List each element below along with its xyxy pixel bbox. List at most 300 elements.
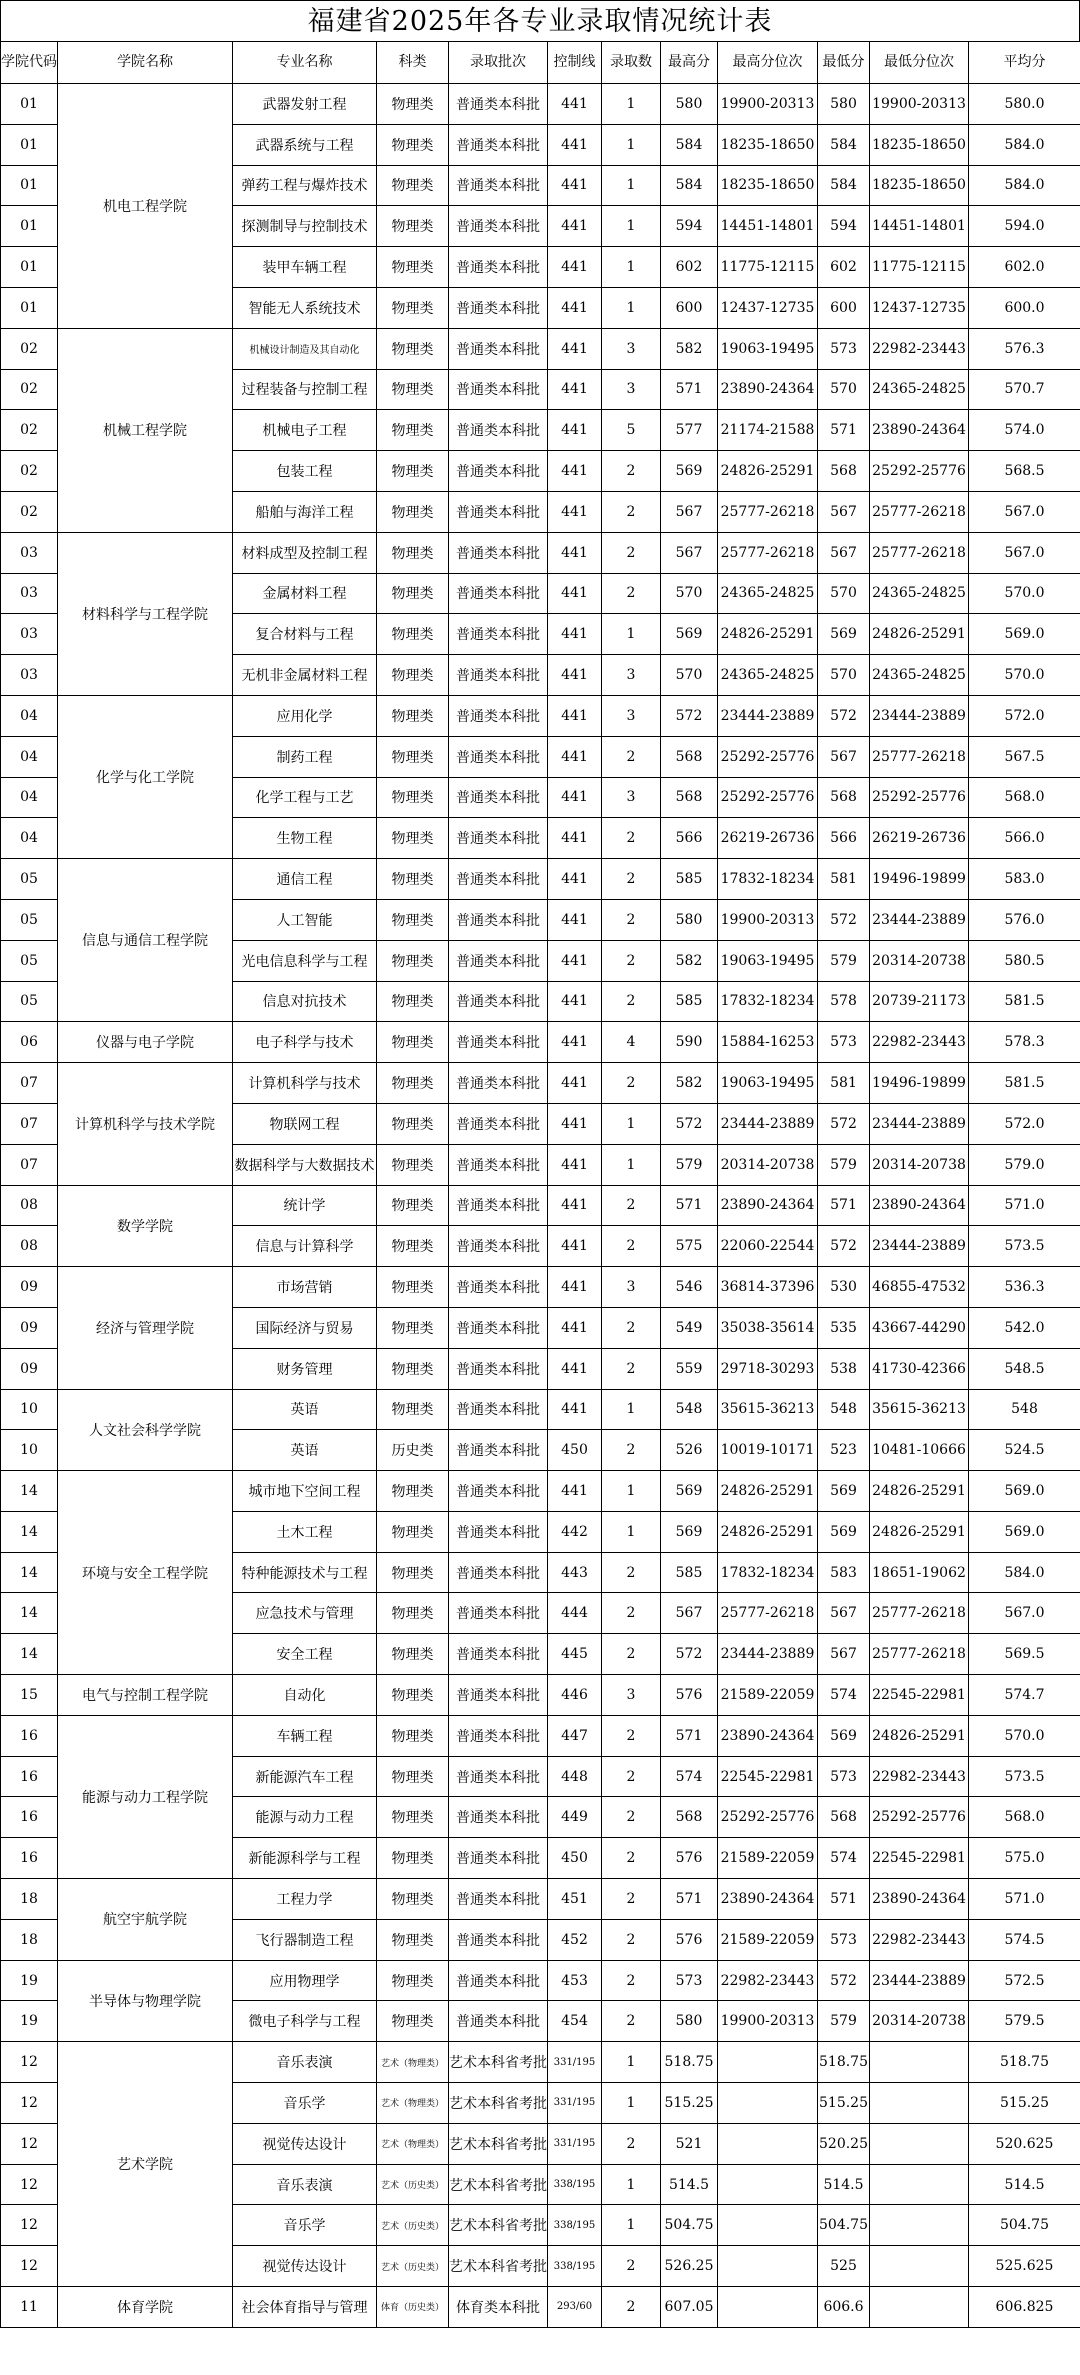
college-code: 18	[1, 1919, 58, 1960]
avg-score: 515.25	[969, 2083, 1080, 2124]
admitted-count: 2	[602, 899, 661, 940]
control-line: 441	[548, 655, 602, 696]
major-name: 智能无人系统技术	[233, 287, 377, 328]
max-rank: 23890-24364	[718, 369, 818, 410]
batch: 普通类本科批	[449, 1675, 548, 1716]
avg-score: 567.0	[969, 491, 1080, 532]
min-rank	[870, 2287, 969, 2328]
header-max-rank: 最高分位次	[718, 42, 818, 84]
college-name: 半导体与物理学院	[58, 1960, 233, 2042]
admitted-count: 2	[602, 1797, 661, 1838]
major-name: 车辆工程	[233, 1715, 377, 1756]
min-rank: 22982-23443	[870, 1022, 969, 1063]
category: 物理类	[377, 940, 449, 981]
avg-score: 581.5	[969, 1063, 1080, 1104]
major-name: 武器系统与工程	[233, 124, 377, 165]
admitted-count: 2	[602, 1593, 661, 1634]
college-code: 04	[1, 818, 58, 859]
batch: 普通类本科批	[449, 328, 548, 369]
major-name: 复合材料与工程	[233, 614, 377, 655]
batch: 普通类本科批	[449, 1960, 548, 2001]
max-rank: 21174-21588	[718, 410, 818, 451]
batch: 普通类本科批	[449, 1185, 548, 1226]
min-score: 572	[818, 1103, 870, 1144]
college-name: 机电工程学院	[58, 84, 233, 329]
college-code: 02	[1, 410, 58, 451]
table-row	[1, 1267, 1080, 1308]
max-rank: 25777-26218	[718, 1593, 818, 1634]
min-rank	[870, 2083, 969, 2124]
max-rank: 25292-25776	[718, 777, 818, 818]
batch: 普通类本科批	[449, 614, 548, 655]
category: 物理类	[377, 1389, 449, 1430]
avg-score: 600.0	[969, 287, 1080, 328]
control-line: 453	[548, 1960, 602, 2001]
major-name: 化学工程与工艺	[233, 777, 377, 818]
max-rank: 19900-20313	[718, 84, 818, 125]
min-score: 567	[818, 736, 870, 777]
major-name: 音乐表演	[233, 2042, 377, 2083]
college-code: 08	[1, 1185, 58, 1226]
batch: 普通类本科批	[449, 2001, 548, 2042]
batch: 普通类本科批	[449, 899, 548, 940]
admitted-count: 2	[602, 859, 661, 900]
max-score: 600	[661, 287, 718, 328]
major-name: 国际经济与贸易	[233, 1307, 377, 1348]
college-code: 01	[1, 247, 58, 288]
min-rank: 19496-19899	[870, 1063, 969, 1104]
min-rank	[870, 2246, 969, 2287]
control-line: 441	[548, 1103, 602, 1144]
category: 物理类	[377, 410, 449, 451]
header-min-rank: 最低分位次	[870, 42, 969, 84]
college-code: 10	[1, 1430, 58, 1471]
min-score: 523	[818, 1430, 870, 1471]
college-code: 09	[1, 1307, 58, 1348]
table-body	[1, 84, 1080, 2328]
min-score: 573	[818, 1022, 870, 1063]
category: 体育（历史类）	[377, 2287, 449, 2328]
college-code: 16	[1, 1756, 58, 1797]
admitted-count: 3	[602, 1267, 661, 1308]
max-score: 582	[661, 940, 718, 981]
min-rank: 23890-24364	[870, 1879, 969, 1920]
batch: 普通类本科批	[449, 655, 548, 696]
max-score: 521	[661, 2123, 718, 2164]
college-code: 01	[1, 84, 58, 125]
admitted-count: 2	[602, 2123, 661, 2164]
college-code: 14	[1, 1511, 58, 1552]
major-name: 城市地下空间工程	[233, 1471, 377, 1512]
min-rank: 23444-23889	[870, 1226, 969, 1267]
max-score: 571	[661, 1185, 718, 1226]
max-score: 585	[661, 1552, 718, 1593]
max-rank	[718, 2205, 818, 2246]
max-score: 568	[661, 736, 718, 777]
max-rank: 23890-24364	[718, 1185, 818, 1226]
college-code: 12	[1, 2164, 58, 2205]
control-line: 441	[548, 818, 602, 859]
admitted-count: 2	[602, 1552, 661, 1593]
avg-score: 568.0	[969, 1797, 1080, 1838]
min-score: 574	[818, 1838, 870, 1879]
category: 物理类	[377, 124, 449, 165]
college-code: 14	[1, 1634, 58, 1675]
min-rank: 23444-23889	[870, 899, 969, 940]
min-rank: 19496-19899	[870, 859, 969, 900]
avg-score: 566.0	[969, 818, 1080, 859]
min-score: 538	[818, 1348, 870, 1389]
college-code: 16	[1, 1715, 58, 1756]
control-line: 441	[548, 981, 602, 1022]
header-max: 最高分	[661, 42, 718, 84]
min-score: 569	[818, 614, 870, 655]
batch: 普通类本科批	[449, 1063, 548, 1104]
max-score: 576	[661, 1919, 718, 1960]
max-rank: 24365-24825	[718, 573, 818, 614]
category: 物理类	[377, 1593, 449, 1634]
min-score: 602	[818, 247, 870, 288]
control-line: 331/195	[548, 2123, 602, 2164]
min-rank	[870, 2164, 969, 2205]
avg-score: 504.75	[969, 2205, 1080, 2246]
max-rank: 25292-25776	[718, 1797, 818, 1838]
max-rank: 21589-22059	[718, 1919, 818, 1960]
avg-score: 572.0	[969, 695, 1080, 736]
avg-score: 594.0	[969, 206, 1080, 247]
max-score: 573	[661, 1960, 718, 2001]
major-name: 包装工程	[233, 451, 377, 492]
control-line: 441	[548, 328, 602, 369]
admitted-count: 1	[602, 206, 661, 247]
avg-score: 570.0	[969, 1715, 1080, 1756]
admitted-count: 1	[602, 1471, 661, 1512]
min-rank: 18235-18650	[870, 124, 969, 165]
max-score: 571	[661, 369, 718, 410]
min-score: 568	[818, 451, 870, 492]
control-line: 441	[548, 206, 602, 247]
min-score: 520.25	[818, 2123, 870, 2164]
max-score: 526.25	[661, 2246, 718, 2287]
category: 物理类	[377, 655, 449, 696]
college-code: 19	[1, 1960, 58, 2001]
max-rank: 35615-36213	[718, 1389, 818, 1430]
header-row	[1, 42, 1080, 84]
max-score: 515.25	[661, 2083, 718, 2124]
avg-score: 574.0	[969, 410, 1080, 451]
college-name: 电气与控制工程学院	[58, 1675, 233, 1716]
min-rank: 20314-20738	[870, 2001, 969, 2042]
max-rank: 22545-22981	[718, 1756, 818, 1797]
min-score: 581	[818, 1063, 870, 1104]
min-rank: 20739-21173	[870, 981, 969, 1022]
header-admitted: 录取数	[602, 42, 661, 84]
max-score: 602	[661, 247, 718, 288]
major-name: 视觉传达设计	[233, 2246, 377, 2287]
max-score: 584	[661, 124, 718, 165]
max-rank: 25777-26218	[718, 532, 818, 573]
min-rank: 25292-25776	[870, 1797, 969, 1838]
min-score: 567	[818, 532, 870, 573]
avg-score: 520.625	[969, 2123, 1080, 2164]
category: 艺术（历史类）	[377, 2164, 449, 2205]
major-name: 土木工程	[233, 1511, 377, 1552]
max-rank	[718, 2083, 818, 2124]
batch: 普通类本科批	[449, 165, 548, 206]
major-name: 自动化	[233, 1675, 377, 1716]
table-row	[1, 1715, 1080, 1756]
avg-score: 548	[969, 1389, 1080, 1430]
control-line: 448	[548, 1756, 602, 1797]
max-score: 576	[661, 1675, 718, 1716]
control-line: 293/60	[548, 2287, 602, 2328]
category: 物理类	[377, 1756, 449, 1797]
min-score: 581	[818, 859, 870, 900]
min-score: 569	[818, 1471, 870, 1512]
min-score: 567	[818, 1634, 870, 1675]
major-name: 机械设计制造及其自动化	[233, 328, 377, 369]
min-score: 571	[818, 1879, 870, 1920]
min-score: 535	[818, 1307, 870, 1348]
table-row	[1, 1879, 1080, 1920]
college-code: 01	[1, 206, 58, 247]
max-rank: 19900-20313	[718, 2001, 818, 2042]
min-score: 594	[818, 206, 870, 247]
category: 物理类	[377, 1960, 449, 2001]
max-rank: 17832-18234	[718, 1552, 818, 1593]
control-line: 441	[548, 410, 602, 451]
college-name: 能源与动力工程学院	[58, 1715, 233, 1878]
batch: 普通类本科批	[449, 981, 548, 1022]
college-name: 机械工程学院	[58, 328, 233, 532]
major-name: 英语	[233, 1389, 377, 1430]
batch: 普通类本科批	[449, 1307, 548, 1348]
batch: 普通类本科批	[449, 1389, 548, 1430]
control-line: 441	[548, 1063, 602, 1104]
admitted-count: 1	[602, 2205, 661, 2246]
batch: 普通类本科批	[449, 1430, 548, 1471]
admission-table	[0, 41, 1080, 2328]
batch: 普通类本科批	[449, 573, 548, 614]
max-rank: 11775-12115	[718, 247, 818, 288]
avg-score: 536.3	[969, 1267, 1080, 1308]
control-line: 338/195	[548, 2164, 602, 2205]
avg-score: 584.0	[969, 124, 1080, 165]
min-rank: 25292-25776	[870, 451, 969, 492]
min-score: 571	[818, 1185, 870, 1226]
max-score: 580	[661, 899, 718, 940]
min-rank: 19900-20313	[870, 84, 969, 125]
max-score: 566	[661, 818, 718, 859]
max-rank: 21589-22059	[718, 1838, 818, 1879]
admitted-count: 2	[602, 940, 661, 981]
avg-score: 579.5	[969, 2001, 1080, 2042]
batch: 普通类本科批	[449, 1144, 548, 1185]
college-code: 02	[1, 491, 58, 532]
major-name: 英语	[233, 1430, 377, 1471]
category: 物理类	[377, 1185, 449, 1226]
category: 物理类	[377, 1838, 449, 1879]
table-row	[1, 1675, 1080, 1716]
min-rank: 12437-12735	[870, 287, 969, 328]
max-rank: 36814-37396	[718, 1267, 818, 1308]
admitted-count: 2	[602, 1756, 661, 1797]
admitted-count: 2	[602, 1226, 661, 1267]
header-batch: 录取批次	[449, 42, 548, 84]
header-college: 学院名称	[58, 42, 233, 84]
max-score: 559	[661, 1348, 718, 1389]
max-score: 577	[661, 410, 718, 451]
max-score: 567	[661, 532, 718, 573]
major-name: 社会体育指导与管理	[233, 2287, 377, 2328]
batch: 普通类本科批	[449, 1797, 548, 1838]
min-rank: 23890-24364	[870, 1185, 969, 1226]
avg-score: 574.5	[969, 1919, 1080, 1960]
max-score: 607.05	[661, 2287, 718, 2328]
avg-score: 542.0	[969, 1307, 1080, 1348]
batch: 普通类本科批	[449, 1634, 548, 1675]
min-rank	[870, 2042, 969, 2083]
college-name: 航空宇航学院	[58, 1879, 233, 1961]
min-rank: 18651-19062	[870, 1552, 969, 1593]
batch: 普通类本科批	[449, 1756, 548, 1797]
college-code: 12	[1, 2083, 58, 2124]
control-line: 441	[548, 84, 602, 125]
min-score: 584	[818, 165, 870, 206]
min-score: 600	[818, 287, 870, 328]
control-line: 444	[548, 1593, 602, 1634]
admitted-count: 2	[602, 2287, 661, 2328]
avg-score: 602.0	[969, 247, 1080, 288]
major-name: 船舶与海洋工程	[233, 491, 377, 532]
min-score: 568	[818, 1797, 870, 1838]
min-rank: 25777-26218	[870, 1593, 969, 1634]
min-score: 568	[818, 777, 870, 818]
college-code: 03	[1, 655, 58, 696]
batch: 普通类本科批	[449, 491, 548, 532]
max-score: 585	[661, 859, 718, 900]
batch: 普通类本科批	[449, 369, 548, 410]
major-name: 弹药工程与爆炸技术	[233, 165, 377, 206]
admitted-count: 3	[602, 369, 661, 410]
category: 物理类	[377, 818, 449, 859]
page-title: 福建省2025年各专业录取情况统计表	[0, 0, 1080, 42]
table-row	[1, 1389, 1080, 1430]
max-rank: 23444-23889	[718, 1103, 818, 1144]
control-line: 441	[548, 247, 602, 288]
min-score: 514.5	[818, 2164, 870, 2205]
max-rank	[718, 2246, 818, 2287]
max-rank: 24365-24825	[718, 655, 818, 696]
college-code: 12	[1, 2123, 58, 2164]
major-name: 制药工程	[233, 736, 377, 777]
college-code: 10	[1, 1389, 58, 1430]
max-rank	[718, 2042, 818, 2083]
college-code: 14	[1, 1593, 58, 1634]
min-score: 504.75	[818, 2205, 870, 2246]
control-line: 441	[548, 1307, 602, 1348]
college-name: 人文社会科学学院	[58, 1389, 233, 1471]
category: 艺术（历史类）	[377, 2205, 449, 2246]
major-name: 生物工程	[233, 818, 377, 859]
control-line: 441	[548, 451, 602, 492]
category: 物理类	[377, 84, 449, 125]
category: 物理类	[377, 369, 449, 410]
min-rank: 25777-26218	[870, 491, 969, 532]
min-rank: 24365-24825	[870, 655, 969, 696]
min-rank: 25292-25776	[870, 777, 969, 818]
max-rank: 24826-25291	[718, 1511, 818, 1552]
category: 物理类	[377, 1103, 449, 1144]
min-score: 572	[818, 1960, 870, 2001]
control-line: 450	[548, 1430, 602, 1471]
major-name: 人工智能	[233, 899, 377, 940]
min-rank: 24826-25291	[870, 1511, 969, 1552]
college-code: 16	[1, 1838, 58, 1879]
max-score: 568	[661, 1797, 718, 1838]
major-name: 音乐学	[233, 2083, 377, 2124]
college-code: 04	[1, 695, 58, 736]
max-score: 569	[661, 1511, 718, 1552]
max-rank: 23890-24364	[718, 1715, 818, 1756]
control-line: 441	[548, 1348, 602, 1389]
college-code: 05	[1, 940, 58, 981]
min-rank	[870, 2205, 969, 2246]
admitted-count: 2	[602, 2001, 661, 2042]
major-name: 材料成型及控制工程	[233, 532, 377, 573]
category: 物理类	[377, 1634, 449, 1675]
major-name: 光电信息科学与工程	[233, 940, 377, 981]
max-rank	[718, 2164, 818, 2205]
avg-score: 576.3	[969, 328, 1080, 369]
admitted-count: 1	[602, 2042, 661, 2083]
max-score: 504.75	[661, 2205, 718, 2246]
min-rank: 14451-14801	[870, 206, 969, 247]
max-rank: 18235-18650	[718, 165, 818, 206]
major-name: 音乐表演	[233, 2164, 377, 2205]
major-name: 金属材料工程	[233, 573, 377, 614]
control-line: 446	[548, 1675, 602, 1716]
batch: 普通类本科批	[449, 1879, 548, 1920]
control-line: 338/195	[548, 2246, 602, 2287]
batch: 普通类本科批	[449, 777, 548, 818]
avg-score: 571.0	[969, 1879, 1080, 1920]
college-code: 01	[1, 287, 58, 328]
max-score: 584	[661, 165, 718, 206]
college-code: 05	[1, 899, 58, 940]
admitted-count: 2	[602, 1430, 661, 1471]
college-name: 信息与通信工程学院	[58, 859, 233, 1022]
category: 历史类	[377, 1430, 449, 1471]
max-rank	[718, 2123, 818, 2164]
college-code: 03	[1, 614, 58, 655]
college-code: 05	[1, 981, 58, 1022]
admitted-count: 2	[602, 451, 661, 492]
max-score: 572	[661, 1634, 718, 1675]
major-name: 飞行器制造工程	[233, 1919, 377, 1960]
admitted-count: 1	[602, 614, 661, 655]
category: 物理类	[377, 1675, 449, 1716]
min-score: 572	[818, 899, 870, 940]
max-rank: 25777-26218	[718, 491, 818, 532]
batch: 艺术本科省考批	[449, 2123, 548, 2164]
category: 艺术（物理类）	[377, 2042, 449, 2083]
min-score: 571	[818, 410, 870, 451]
max-score: 570	[661, 573, 718, 614]
max-score: 568	[661, 777, 718, 818]
max-score: 548	[661, 1389, 718, 1430]
avg-score: 572.0	[969, 1103, 1080, 1144]
